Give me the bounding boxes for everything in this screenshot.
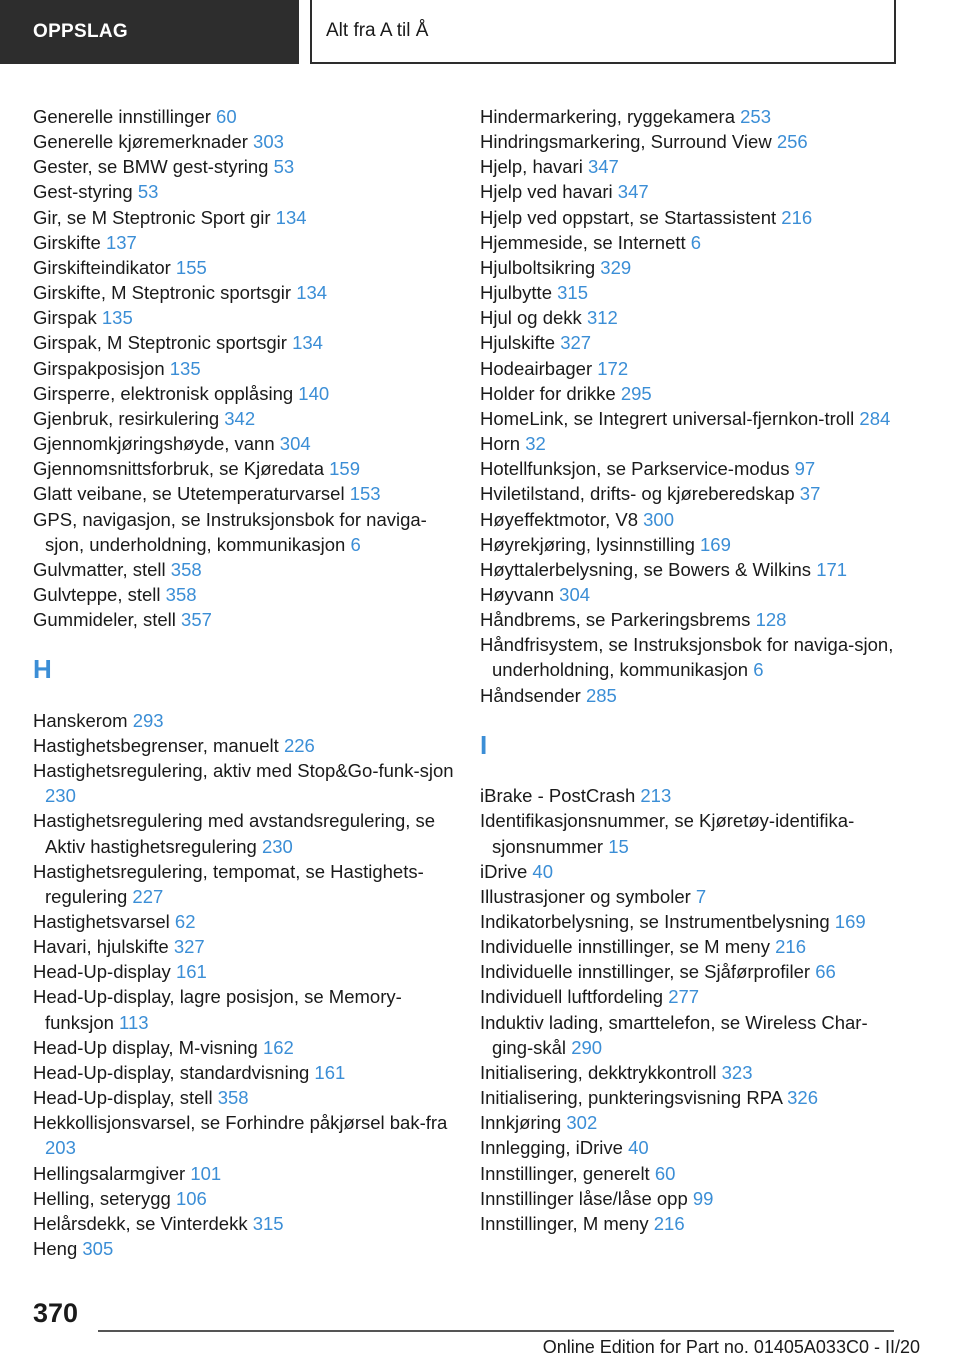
page-reference-link[interactable]: 6 bbox=[753, 659, 764, 681]
index-entry bbox=[480, 934, 900, 959]
page-reference-link[interactable]: 323 bbox=[721, 1061, 753, 1083]
index-entry bbox=[480, 255, 900, 280]
page-reference-link[interactable]: 53 bbox=[137, 181, 159, 203]
page-reference-link[interactable]: 66 bbox=[815, 961, 836, 983]
index-entry-text: Høyeffektmotor, V8 bbox=[480, 508, 638, 530]
index-entry bbox=[33, 381, 458, 406]
index-entry-text: Innstillinger, M meny bbox=[480, 1212, 649, 1234]
page-reference-link[interactable]: 305 bbox=[82, 1238, 114, 1259]
index-entry bbox=[480, 557, 900, 582]
index-entry-text: Havari, hjulskifte bbox=[33, 936, 169, 958]
index-column-left bbox=[33, 104, 458, 1261]
index-entry-text: Gulvmatter, stell bbox=[33, 558, 166, 580]
page-reference-link[interactable]: 113 bbox=[119, 1011, 149, 1033]
page-reference-link[interactable]: 40 bbox=[532, 860, 553, 882]
page-reference-link[interactable]: 169 bbox=[700, 533, 731, 555]
page-reference-link[interactable]: 327 bbox=[173, 936, 205, 958]
page-reference-link[interactable]: 295 bbox=[620, 382, 652, 404]
index-entry bbox=[33, 959, 458, 984]
index-entry-text: Hindringsmarkering, Surround View bbox=[480, 131, 772, 153]
index-entry bbox=[33, 1236, 458, 1261]
index-entry-text: Induktiv lading, smarttelefon, se Wireless Char-ging-skål bbox=[480, 1011, 868, 1058]
index-entry-text: Girsperre, elektronisk opplåsing bbox=[33, 382, 294, 404]
index-entry-text: Innstillinger, generelt bbox=[480, 1162, 650, 1184]
page-reference-link[interactable]: 230 bbox=[45, 785, 76, 807]
index-entry bbox=[480, 1010, 900, 1060]
index-entry-text: Girskifte, M Steptronic sportsgir bbox=[33, 282, 292, 304]
page-reference-link[interactable]: 302 bbox=[566, 1112, 598, 1134]
page-reference-link[interactable]: 40 bbox=[628, 1137, 649, 1159]
index-entry-text: Hjulskifte bbox=[480, 332, 556, 354]
footer-divider bbox=[98, 1330, 894, 1332]
index-entry-text: Glatt veibane, se Utetemperaturvarsel bbox=[33, 483, 345, 505]
index-entry-text: Girspak, M Steptronic sportsgir bbox=[33, 332, 287, 354]
page-reference-link[interactable]: 227 bbox=[132, 885, 164, 907]
page-reference-link[interactable]: 358 bbox=[165, 583, 197, 605]
page-reference-link[interactable]: 172 bbox=[597, 357, 629, 379]
index-letter-heading: H bbox=[33, 654, 52, 685]
page-reference-link[interactable]: 303 bbox=[253, 131, 284, 153]
page-reference-link[interactable]: 230 bbox=[261, 835, 293, 857]
page-reference-link[interactable]: 300 bbox=[643, 508, 675, 530]
index-entry-text: Hodeairbager bbox=[480, 357, 593, 379]
page-reference-link[interactable]: 253 bbox=[740, 106, 772, 127]
header-bar bbox=[310, 0, 896, 64]
index-entry-text: Håndfrisystem, se Instruksjonsbok for naviga-sjon, underholdning, kommunikasjon bbox=[480, 634, 894, 681]
index-entry bbox=[480, 1060, 900, 1085]
index-entry bbox=[480, 179, 900, 204]
page-reference-link[interactable]: 326 bbox=[787, 1087, 818, 1109]
index-entry-text: Identifikasjonsnummer, se Kjøretøy-identifika-sjonsnummer bbox=[480, 810, 855, 857]
index-entry bbox=[33, 984, 458, 1034]
page-reference-link[interactable]: 304 bbox=[279, 433, 311, 455]
index-entry bbox=[480, 230, 900, 255]
index-entry-text: Hastighetsregulering, aktiv med Stop&Go-funk-sjon bbox=[33, 760, 454, 782]
index-entry bbox=[33, 1110, 458, 1160]
index-entry bbox=[480, 582, 900, 607]
index-entry bbox=[480, 431, 900, 456]
page-reference-link[interactable]: 6 bbox=[350, 533, 361, 555]
index-entry bbox=[480, 129, 900, 154]
index-entry-text: Hjulbytte bbox=[480, 282, 552, 304]
index-entry bbox=[33, 230, 458, 255]
page-reference-link[interactable]: 62 bbox=[174, 910, 196, 932]
index-entry bbox=[480, 1110, 900, 1135]
page-reference-link[interactable]: 97 bbox=[794, 458, 816, 480]
index-entry bbox=[33, 733, 458, 758]
page-reference-link[interactable]: 6 bbox=[690, 231, 702, 253]
index-entry bbox=[33, 1211, 458, 1236]
index-entry-text: Gjennomkjøringshøyde, vann bbox=[33, 433, 275, 455]
index-entry-text: Helårsdekk, se Vinterdekk bbox=[33, 1212, 248, 1234]
page-reference-link[interactable]: 284 bbox=[859, 407, 891, 429]
index-entry-text: Hjul og dekk bbox=[480, 307, 582, 329]
page-reference-link[interactable]: 171 bbox=[816, 558, 848, 580]
page-reference-link[interactable]: 203 bbox=[45, 1137, 76, 1159]
index-entry bbox=[33, 280, 458, 305]
index-entry bbox=[480, 607, 900, 632]
page-reference-link[interactable]: 162 bbox=[262, 1036, 294, 1058]
index-entry bbox=[33, 808, 458, 858]
index-entry bbox=[480, 532, 900, 557]
page-reference-link[interactable]: 329 bbox=[600, 256, 632, 278]
page-reference-link[interactable]: 342 bbox=[224, 407, 256, 429]
index-entry-text: Hastighetsregulering, tempomat, se Hastighets-regulering bbox=[33, 860, 424, 907]
index-entry-text: Generelle kjøremerknader bbox=[33, 131, 248, 153]
index-entry bbox=[33, 1035, 458, 1060]
page-reference-link[interactable]: 60 bbox=[654, 1162, 676, 1184]
index-entry bbox=[480, 205, 900, 230]
page-reference-link[interactable]: 347 bbox=[587, 156, 619, 178]
index-entry-text: Head-Up-display, standardvisning bbox=[33, 1061, 310, 1083]
page-reference-link[interactable]: 216 bbox=[775, 936, 806, 958]
index-entry-text: Generelle innstillinger bbox=[33, 106, 211, 127]
index-entry-text: Head-Up display, M-visning bbox=[33, 1036, 258, 1058]
index-entry bbox=[33, 356, 458, 381]
index-entry bbox=[33, 330, 458, 355]
index-entry-text: iDrive bbox=[480, 860, 528, 882]
page-heading: Alt fra A til Å bbox=[326, 20, 429, 41]
section-title: OPPSLAG bbox=[33, 21, 129, 42]
index-entry-text: Hjelp, havari bbox=[480, 156, 583, 178]
index-entry bbox=[480, 507, 900, 532]
index-entry bbox=[33, 129, 458, 154]
index-entry-text: Håndsender bbox=[480, 684, 581, 706]
index-entry bbox=[480, 154, 900, 179]
index-entry bbox=[480, 280, 900, 305]
page-reference-link[interactable]: 134 bbox=[296, 282, 328, 304]
index-entry-text: Hjemmeside, se Internett bbox=[480, 231, 686, 253]
index-entry-text: Gir, se M Steptronic Sport gir bbox=[33, 206, 271, 228]
page-reference-link[interactable]: 7 bbox=[695, 885, 707, 907]
page-reference-link[interactable]: 315 bbox=[557, 282, 588, 304]
index-entry-text: Gummideler, stell bbox=[33, 609, 176, 631]
index-entry-text: Hanskerom bbox=[33, 709, 128, 731]
index-entry-text: Hastighetsregulering med avstandsregulering, se Aktiv hastighetsregulering bbox=[33, 810, 436, 857]
index-entry bbox=[480, 808, 900, 858]
index-entry-text: Innlegging, iDrive bbox=[480, 1137, 623, 1159]
page-reference-link[interactable]: 161 bbox=[314, 1061, 346, 1083]
page-reference-link[interactable]: 169 bbox=[834, 910, 866, 932]
index-entry-text: Høyvann bbox=[480, 583, 555, 605]
index-entry-text: Gulvteppe, stell bbox=[33, 583, 161, 605]
index-column-right bbox=[480, 104, 900, 1236]
index-entry bbox=[33, 1186, 458, 1211]
index-entry bbox=[33, 104, 458, 129]
index-entry-text: Individuell luftfordeling bbox=[480, 986, 664, 1008]
index-entry bbox=[33, 909, 458, 934]
index-entry bbox=[33, 1060, 458, 1085]
page-reference-link[interactable]: 213 bbox=[640, 785, 672, 807]
index-entry bbox=[480, 859, 900, 884]
index-entry bbox=[480, 1211, 900, 1236]
index-entry bbox=[480, 1186, 900, 1211]
page-reference-link[interactable]: 293 bbox=[132, 709, 164, 731]
index-entry-text: Hotellfunksjon, se Parkservice-modus bbox=[480, 458, 790, 480]
index-entry-text: Gest-styring bbox=[33, 181, 133, 203]
index-entry bbox=[33, 758, 458, 808]
page-reference-link[interactable]: 53 bbox=[273, 156, 295, 178]
index-entry bbox=[33, 1085, 458, 1110]
index-entry bbox=[33, 481, 458, 506]
index-entry-text: Hviletilstand, drifts- og kjøreberedskap bbox=[480, 483, 795, 505]
index-entry bbox=[480, 683, 900, 708]
index-entry-text: Innstillinger låse/låse opp bbox=[480, 1187, 688, 1209]
index-entry bbox=[480, 959, 900, 984]
page-reference-link[interactable]: 101 bbox=[190, 1162, 222, 1184]
page-reference-link[interactable]: 37 bbox=[799, 483, 821, 505]
index-entry-text: Illustrasjoner og symboler bbox=[480, 885, 691, 907]
section-tab bbox=[0, 0, 299, 64]
index-entry bbox=[480, 481, 900, 506]
page-reference-link[interactable]: 327 bbox=[560, 332, 592, 354]
index-entry-text: Girskifte bbox=[33, 231, 101, 253]
page-reference-link[interactable]: 357 bbox=[181, 609, 212, 631]
index-entry bbox=[480, 456, 900, 481]
index-entry-text: Gjenbruk, resirkulering bbox=[33, 407, 220, 429]
index-entry bbox=[33, 179, 458, 204]
index-entry-text: Hellingsalarmgiver bbox=[33, 1162, 186, 1184]
index-entry bbox=[480, 984, 900, 1009]
index-entry bbox=[480, 406, 900, 431]
index-entry bbox=[33, 557, 458, 582]
page-number: 370 bbox=[33, 1298, 79, 1328]
page-reference-link[interactable]: 32 bbox=[525, 433, 546, 455]
page-reference-link[interactable]: 106 bbox=[175, 1187, 207, 1209]
index-entry-text: Hjelp ved havari bbox=[480, 181, 613, 203]
index-entry-text: Head-Up-display, stell bbox=[33, 1087, 213, 1109]
index-entry-text: Girskifteindikator bbox=[33, 256, 171, 278]
index-entry-text: Individuelle innstillinger, se M meny bbox=[480, 936, 770, 958]
index-entry-text: Indikatorbelysning, se Instrumentbelysning bbox=[480, 910, 830, 932]
index-entry bbox=[33, 1161, 458, 1186]
page-reference-link[interactable]: 277 bbox=[668, 986, 700, 1008]
index-entry-text: Head-Up-display, lagre posisjon, se Memory-funksjon bbox=[33, 986, 402, 1033]
index-entry-text: GPS, navigasjon, se Instruksjonsbok for naviga-sjon, underholdning, kommunikasjon bbox=[33, 508, 427, 555]
index-entry bbox=[480, 783, 900, 808]
index-entry-text: Girspakposisjon bbox=[33, 357, 165, 379]
index-letter-heading: I bbox=[480, 729, 488, 760]
page-reference-link[interactable]: 315 bbox=[252, 1212, 284, 1234]
index-entry-text: Heng bbox=[33, 1238, 78, 1259]
page-reference-link[interactable]: 312 bbox=[586, 307, 618, 329]
index-entry bbox=[33, 205, 458, 230]
index-entry bbox=[33, 406, 458, 431]
index-entry-text: Håndbrems, se Parkeringsbrems bbox=[480, 609, 751, 631]
index-entry bbox=[33, 431, 458, 456]
page-reference-link[interactable]: 60 bbox=[216, 106, 237, 127]
page-reference-link[interactable]: 134 bbox=[292, 332, 323, 354]
index-entry bbox=[33, 305, 458, 330]
index-entry-text: Initialisering, punkteringsvisning RPA bbox=[480, 1087, 782, 1109]
index-entry bbox=[33, 708, 458, 733]
index-entry-text: Gjennomsnittsforbruk, se Kjøredata bbox=[33, 458, 324, 480]
index-entry bbox=[33, 456, 458, 481]
page-reference-link[interactable]: 135 bbox=[101, 307, 133, 329]
page-reference-link[interactable]: 285 bbox=[585, 684, 617, 706]
index-entry-text: Holder for drikke bbox=[480, 382, 616, 404]
page-reference-link[interactable]: 153 bbox=[349, 483, 381, 505]
index-entry-text: Girspak bbox=[33, 307, 97, 329]
index-entry bbox=[33, 607, 458, 632]
page-reference-link[interactable]: 140 bbox=[298, 382, 330, 404]
index-entry-text: Individuelle innstillinger, se Sjåførprofiler bbox=[480, 961, 811, 983]
index-entry-text: Hindermarkering, ryggekamera bbox=[480, 106, 735, 127]
page-reference-link[interactable]: 159 bbox=[329, 458, 361, 480]
index-entry-text: Hjelp ved oppstart, se Startassistent bbox=[480, 206, 777, 228]
index-entry bbox=[480, 330, 900, 355]
index-entry-text: Hastighetsvarsel bbox=[33, 910, 170, 932]
index-entry-text: iBrake - PostCrash bbox=[480, 785, 636, 807]
page-reference-link[interactable]: 161 bbox=[175, 961, 207, 983]
index-entry bbox=[33, 255, 458, 280]
page-reference-link[interactable]: 358 bbox=[170, 558, 202, 580]
index-entry-text: Horn bbox=[480, 433, 521, 455]
index-entry-text: Hjulboltsikring bbox=[480, 256, 596, 278]
index-entry-text: Head-Up-display bbox=[33, 961, 171, 983]
page-reference-link[interactable]: 216 bbox=[781, 206, 813, 228]
index-entry bbox=[33, 507, 458, 557]
index-entry-text: Helling, seterygg bbox=[33, 1187, 171, 1209]
page-reference-link[interactable]: 216 bbox=[653, 1212, 685, 1234]
page-reference-link[interactable]: 358 bbox=[217, 1087, 249, 1109]
index-entry-text: HomeLink, se Integrert universal-fjernkon-troll bbox=[480, 407, 855, 429]
page-reference-link[interactable]: 347 bbox=[617, 181, 649, 203]
page-reference-link[interactable]: 137 bbox=[105, 231, 137, 253]
index-entry-text: Hekkollisjonsvarsel, se Forhindre påkjørsel bak-fra bbox=[33, 1112, 448, 1134]
index-entry bbox=[480, 1161, 900, 1186]
page-reference-link[interactable]: 304 bbox=[559, 583, 591, 605]
page-reference-link[interactable]: 15 bbox=[608, 835, 629, 857]
page-reference-link[interactable]: 155 bbox=[175, 256, 207, 278]
index-entry-text: Hastighetsbegrenser, manuelt bbox=[33, 734, 279, 756]
index-entry-text: Høyttalerbelysning, se Bowers & Wilkins bbox=[480, 558, 812, 580]
index-entry-text: Høyrekjøring, lysinnstilling bbox=[480, 533, 695, 555]
page-reference-link[interactable]: 135 bbox=[169, 357, 201, 379]
index-entry-text: Gester, se BMW gest-styring bbox=[33, 156, 269, 178]
index-entry bbox=[33, 859, 458, 909]
footer-edition: Online Edition for Part no. 01405A033C0 - II/20 bbox=[542, 1337, 920, 1357]
index-entry bbox=[480, 356, 900, 381]
page-reference-link[interactable]: 99 bbox=[692, 1187, 714, 1209]
index-entry bbox=[480, 909, 900, 934]
index-entry bbox=[480, 104, 900, 129]
index-entry bbox=[480, 1135, 900, 1160]
page-reference-link[interactable]: 256 bbox=[776, 131, 808, 153]
index-entry bbox=[480, 381, 900, 406]
page-reference-link[interactable]: 134 bbox=[275, 206, 307, 228]
index-entry bbox=[480, 632, 900, 682]
index-entry bbox=[480, 305, 900, 330]
index-entry bbox=[33, 934, 458, 959]
index-entry bbox=[480, 1085, 900, 1110]
page-reference-link[interactable]: 128 bbox=[755, 609, 787, 631]
index-entry-text: Initialisering, dekktrykkontroll bbox=[480, 1061, 717, 1083]
index-entry bbox=[33, 154, 458, 179]
index-entry bbox=[33, 582, 458, 607]
page-reference-link[interactable]: 290 bbox=[571, 1036, 603, 1058]
page-reference-link[interactable]: 226 bbox=[283, 734, 315, 756]
index-entry-text: Innkjøring bbox=[480, 1112, 562, 1134]
index-entry bbox=[480, 884, 900, 909]
